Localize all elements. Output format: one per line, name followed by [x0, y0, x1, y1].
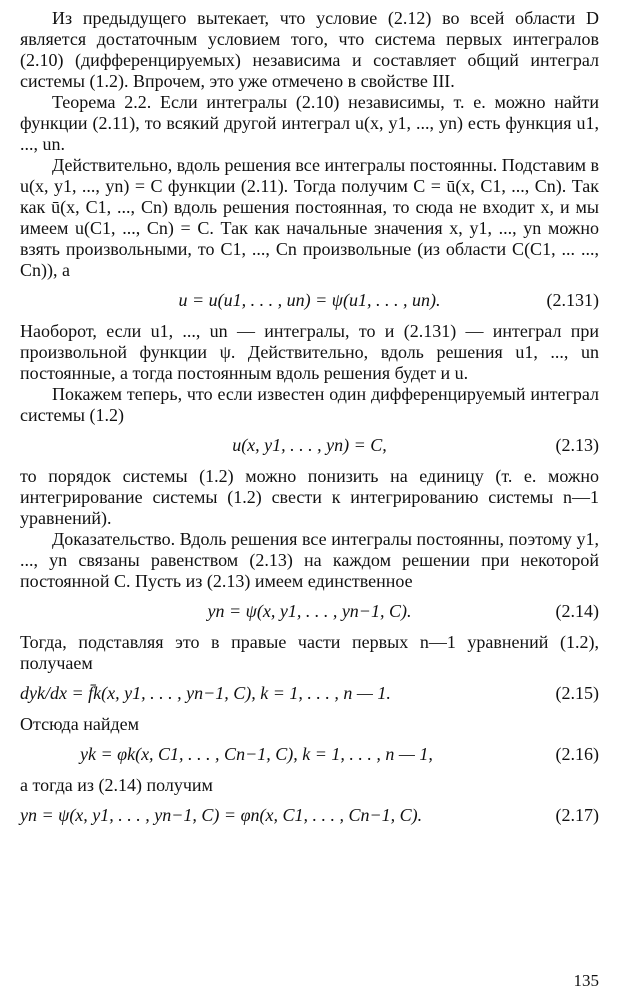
equation-number: (2.15): [555, 683, 599, 703]
equation: [20, 744, 599, 765]
equation-number: (2.131): [546, 290, 599, 310]
paragraph: Наоборот, если u1, ..., un — интегралы, то и (2.131) — интеграл при произвольной функции ψ. Действительно, вдоль решения u1, ..., un постоянные, а тогда постоянным вдоль решения будет и u.: [20, 321, 599, 383]
equation: [20, 601, 599, 622]
paragraph: Покажем теперь, что если известен один дифференцируемый интеграл системы (1.2): [20, 384, 599, 425]
paragraph: Действительно, вдоль решения все интегралы постоянны. Подставим в u(x, y1, ..., yn) = C функции (2.11). Тогда получим C = ū(x, C1, ..., Cn). Так как ū(x, C1, ..., Cn) вдоль решения постоянная, то сюда не входит x, и мы имеем u(C1, ..., Cn) = C. Так как начальные значения x, y1, ..., yn можно взять произвольными, то C1, ..., Cn произвольные (из области C(C1, ... ..., Cn)), а: [20, 155, 599, 280]
proof-paragraph: Доказательство. Вдоль решения все интегралы постоянны, поэтому y1, ..., yn связаны равенством (2.13) на каждом решении при некоторой постоянной C. Пусть из (2.13) имеем единственное: [20, 529, 599, 591]
page-number: 135: [573, 971, 599, 990]
equation: [20, 683, 599, 704]
equation: [20, 805, 599, 826]
equation-number: (2.17): [555, 805, 599, 825]
equation-number: (2.13): [555, 435, 599, 455]
equation-body: u(x, y1, . . . , yn) = C,: [232, 435, 387, 455]
equation-number: (2.16): [555, 744, 599, 764]
paragraph: Тогда, подставляя это в правые части первых n—1 уравнений (1.2), получаем: [20, 632, 599, 673]
equation-body: yn = ψ(x, y1, . . . , yn−1, C) = φn(x, C1, . . . , Cn−1, C).: [20, 805, 423, 825]
paragraph: то порядок системы (1.2) можно понизить на единицу (т. е. можно интегрирование системы (1.2) свести к интегрированию системы n—1 уравнений).: [20, 466, 599, 528]
equation-body: yn = ψ(x, y1, . . . , yn−1, C).: [207, 601, 412, 621]
equation-body: u = u(u1, . . . , un) = ψ(u1, . . . , un).: [178, 290, 441, 310]
equation-body: yk = φk(x, C1, . . . , Cn−1, C), k = 1, . . . , n — 1,: [80, 744, 433, 764]
paragraph: а тогда из (2.14) получим: [20, 775, 213, 795]
equation: [20, 435, 599, 456]
paragraph: Из предыдущего вытекает, что условие (2.12) во всей области D является достаточным условием того, что система первых интегралов (2.10) (дифференцируемых) независима и составляет общий интеграл системы (1.2). Впрочем, это уже отмечено в свойстве III.: [20, 8, 599, 91]
paragraph: Отсюда найдем: [20, 714, 140, 734]
equation: [20, 290, 599, 311]
theorem-paragraph: Теорема 2.2. Если интегралы (2.10) независимы, т. е. можно найти функции (2.11), то всякий другой интеграл u(x, y1, ..., yn) есть функция u1, ..., un.: [20, 92, 599, 154]
equation-number: (2.14): [555, 601, 599, 621]
equation-body: dyk/dx = f̄k(x, y1, . . . , yn−1, C), k = 1, . . . , n — 1.: [20, 683, 391, 703]
